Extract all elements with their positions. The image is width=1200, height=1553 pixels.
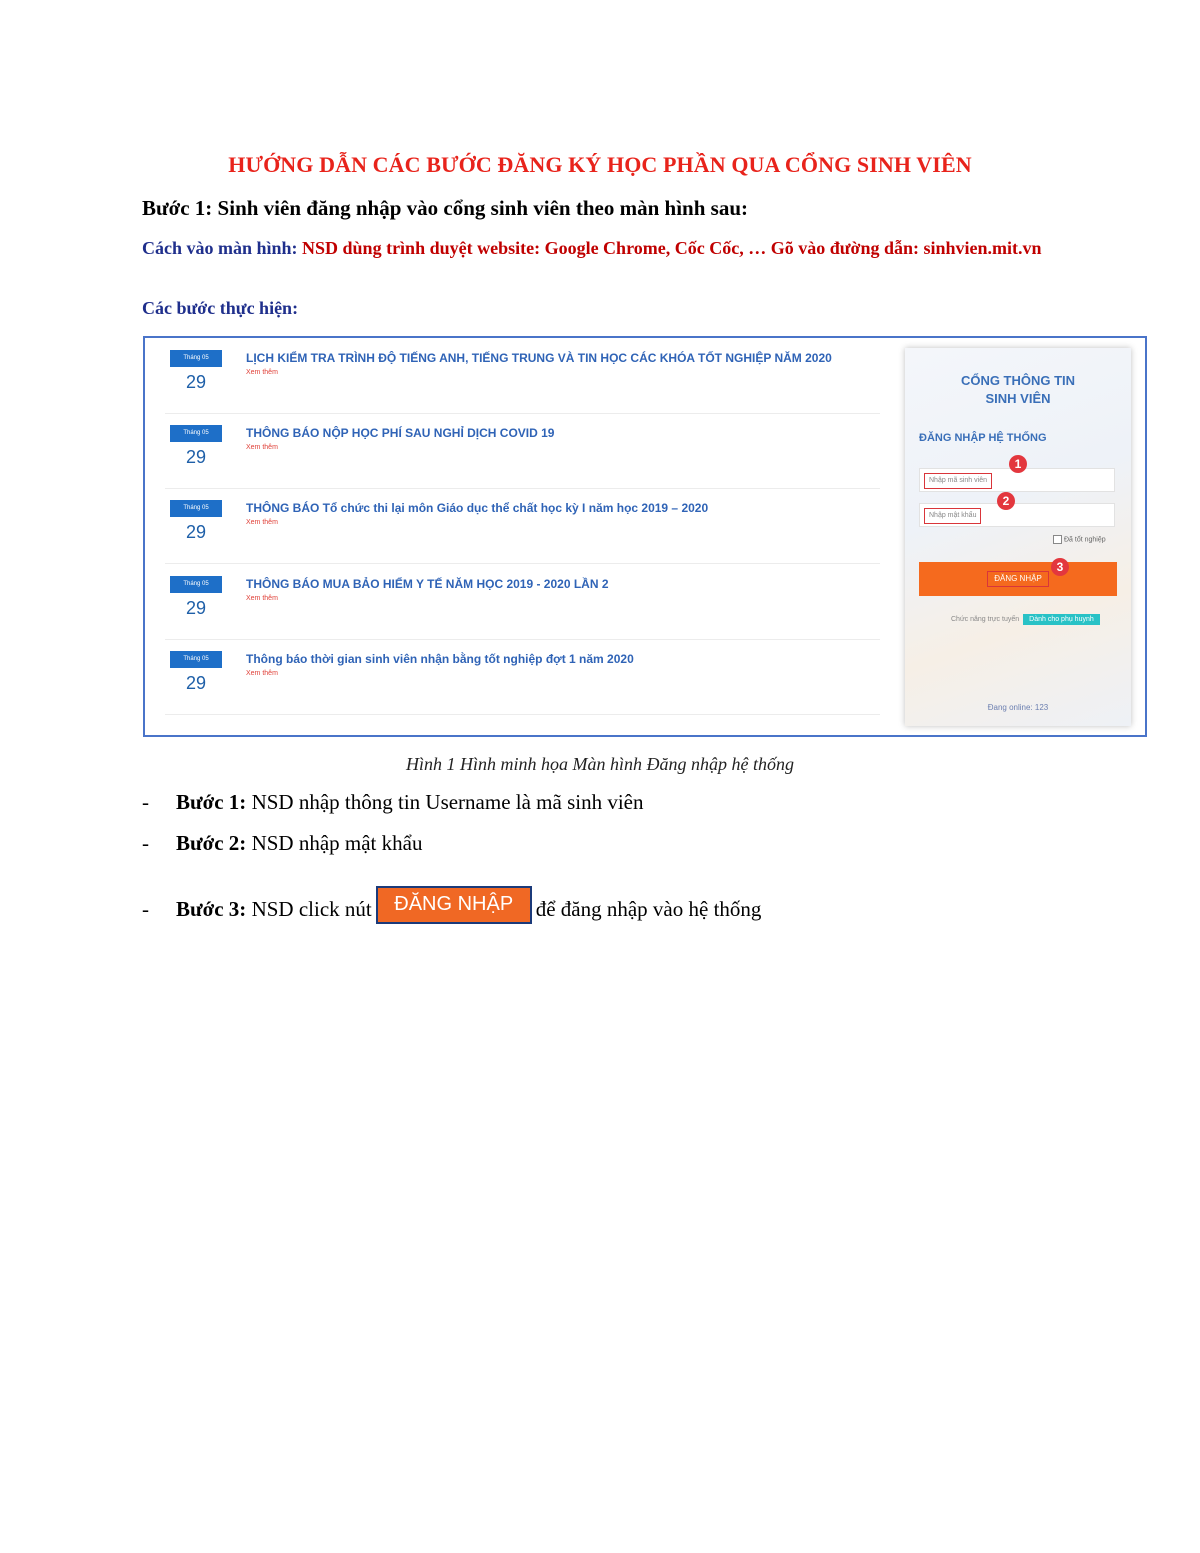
- bullet-dash: -: [142, 831, 149, 855]
- login-screenshot-figure: [143, 336, 1147, 737]
- login-panel: [905, 348, 1131, 726]
- access-instructions: [142, 236, 1042, 260]
- news-item: [165, 413, 880, 489]
- password-placeholder: Nhập mật khẩu: [924, 508, 981, 524]
- step-label: Bước 1:: [176, 790, 247, 814]
- news-more-link[interactable]: Xem thêm: [246, 595, 278, 602]
- news-more-link[interactable]: Xem thêm: [246, 444, 278, 451]
- step-line-1: [142, 790, 644, 815]
- step-label: Bước 2:: [176, 831, 247, 855]
- access-text: NSD dùng trình duyệt website: Google Chrome, Cốc Cốc, … Gõ vào đường dẫn: sinhvien.mit.vn: [302, 238, 1042, 258]
- news-date-month: Tháng 05: [170, 651, 222, 668]
- news-more-link[interactable]: Xem thêm: [246, 519, 278, 526]
- graduated-label: Đã tốt nghiệp: [1064, 536, 1106, 544]
- news-date-month: Tháng 05: [170, 500, 222, 517]
- news-title[interactable]: THÔNG BÁO NỘP HỌC PHÍ SAU NGHỈ DỊCH COVID 19: [246, 426, 555, 440]
- news-date-day: 29: [185, 522, 207, 542]
- step-text: NSD nhập mật khẩu: [251, 831, 423, 855]
- step-text: NSD nhập thông tin Username là mã sinh viên: [251, 790, 644, 814]
- news-title[interactable]: THÔNG BÁO Tổ chức thi lại môn Giáo dục thể chất học kỳ I năm học 2019 – 2020: [246, 501, 709, 515]
- step-badge-2: 2: [997, 492, 1015, 510]
- login-button-label: ĐĂNG NHẬP: [987, 571, 1049, 587]
- step-label: Bước 3:: [176, 896, 247, 921]
- login-heading: ĐĂNG NHẬP HỆ THỐNG: [919, 432, 1047, 444]
- login-button[interactable]: [919, 562, 1117, 596]
- portal-title: [905, 372, 1131, 408]
- login-button-image: ĐĂNG NHẬP: [376, 886, 532, 924]
- document-title: HƯỚNG DẪN CÁC BƯỚC ĐĂNG KÝ HỌC PHẦN QUA CỔNG SINH VIÊN: [228, 152, 972, 177]
- news-date-day: 29: [185, 598, 207, 618]
- step-text-before: NSD click nút: [251, 896, 372, 921]
- news-list: [145, 338, 880, 735]
- bullet-dash: -: [142, 790, 149, 814]
- steps-label: Các bước thực hiện:: [142, 298, 299, 318]
- checkbox-box[interactable]: [1053, 535, 1062, 544]
- graduated-checkbox[interactable]: [1053, 535, 1106, 544]
- online-count: Đang online: 123: [987, 703, 1049, 712]
- news-date-day: 29: [185, 673, 207, 693]
- access-label: Cách vào màn hình:: [142, 238, 298, 258]
- news-item: [165, 564, 880, 640]
- portal-title-line1: CỔNG THÔNG TIN: [960, 373, 1076, 388]
- step1-heading: Bước 1: Sinh viên đăng nhập vào cổng sinh viên theo màn hình sau:: [142, 196, 748, 220]
- step-text-after: để đăng nhập vào hệ thống: [535, 896, 762, 921]
- username-placeholder: Nhập mã sinh viên: [924, 473, 992, 489]
- password-input[interactable]: [919, 503, 1115, 527]
- news-title[interactable]: LỊCH KIỂM TRA TRÌNH ĐỘ TIẾNG ANH, TIẾNG TRUNG VÀ TIN HỌC CÁC KHÓA TỐT NGHIỆP NĂM 2020: [246, 351, 832, 365]
- news-date-month: Tháng 05: [170, 350, 222, 367]
- news-date-month: Tháng 05: [170, 425, 222, 442]
- news-date-day: 29: [185, 447, 207, 467]
- news-date-month: Tháng 05: [170, 576, 222, 593]
- news-more-link[interactable]: Xem thêm: [246, 369, 278, 376]
- figure-caption: Hình 1 Hình minh họa Màn hình Đăng nhập hệ thống: [406, 754, 794, 774]
- news-date-day: 29: [185, 372, 207, 392]
- step-line-2: [142, 831, 422, 856]
- news-title[interactable]: Thông báo thời gian sinh viên nhận bằng tốt nghiệp đợt 1 năm 2020: [246, 652, 634, 666]
- online-functions-link[interactable]: Chức năng trực tuyến: [951, 616, 1020, 623]
- step-badge-1: 1: [1009, 455, 1027, 473]
- parent-link[interactable]: Dành cho phụ huynh: [1023, 614, 1100, 625]
- news-item: [165, 338, 880, 414]
- step-badge-3: 3: [1051, 558, 1069, 576]
- portal-title-line2: SINH VIÊN: [985, 391, 1051, 406]
- news-item: [165, 639, 880, 715]
- news-more-link[interactable]: Xem thêm: [246, 670, 278, 677]
- extra-links: [951, 614, 1100, 625]
- news-item: [165, 488, 880, 564]
- step-line-3: [142, 892, 761, 930]
- news-title[interactable]: THÔNG BÁO MUA BẢO HIỂM Y TẾ NĂM HỌC 2019 - 2020 LẦN 2: [246, 577, 609, 591]
- bullet-dash: -: [142, 896, 149, 921]
